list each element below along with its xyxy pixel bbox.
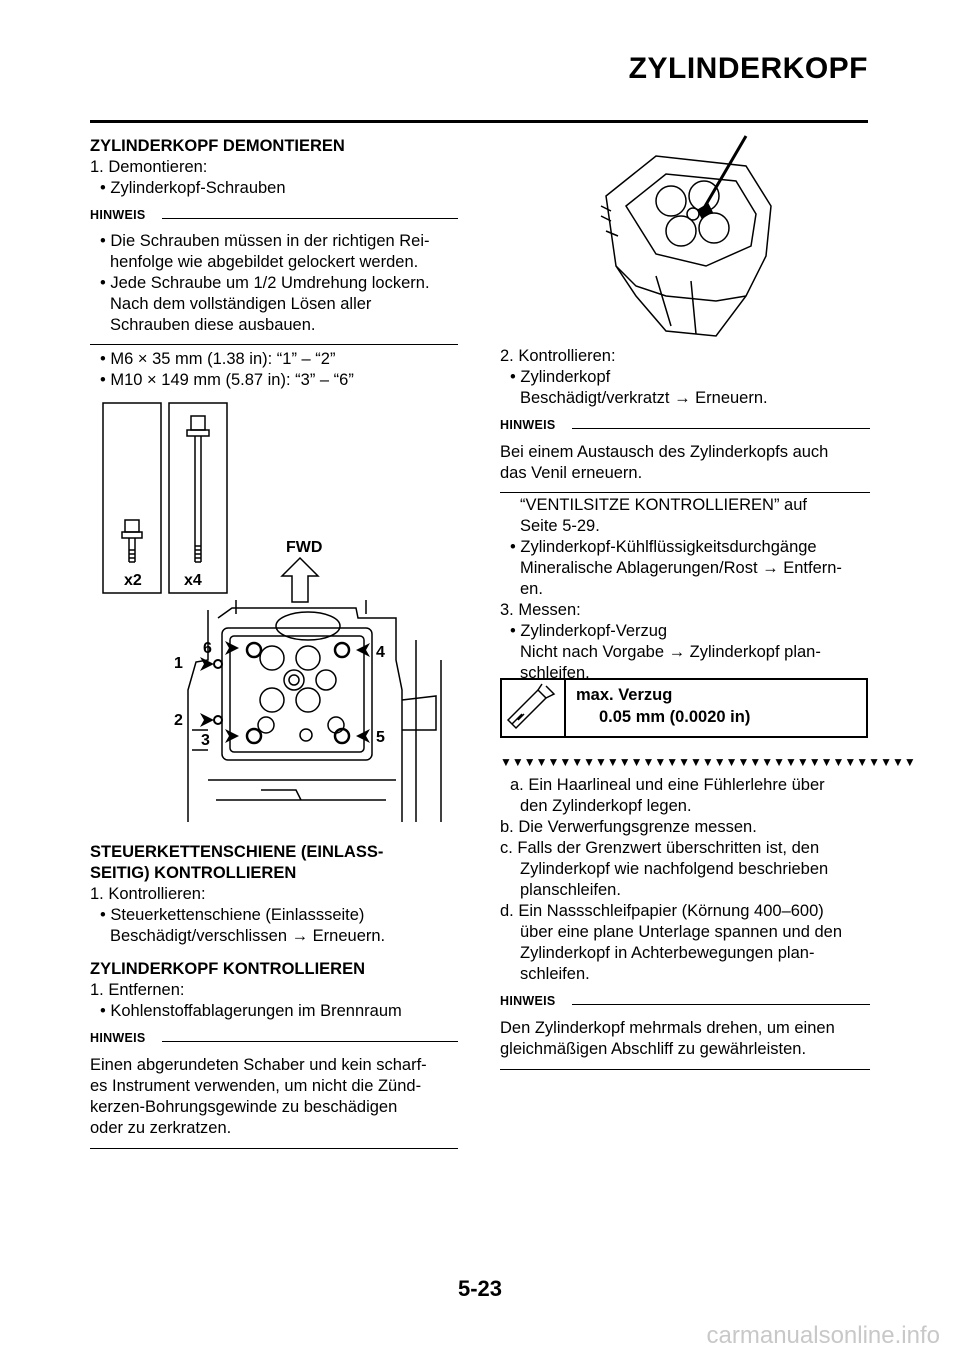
- reference-page: Seite 5-29.: [520, 517, 600, 535]
- bullet-kuehlfluessigkeit: • Zylinderkopf-Kühlflüssigkeitsdurchgänge: [510, 538, 817, 556]
- detail-verzug-2: schleifen.: [520, 664, 590, 682]
- hinweis-3-line: das Venil erneuern.: [500, 464, 643, 482]
- bolt-number-4: 4: [376, 644, 385, 661]
- section-title-demontieren: ZYLINDERKOPF DEMONTIEREN: [90, 137, 345, 155]
- reference-ventilsitze: “VENTILSITZE KONTROLLIEREN” auf: [520, 496, 807, 514]
- bullet-verzug: • Zylinderkopf-Verzug: [510, 622, 668, 640]
- bolt-number-3: 3: [201, 732, 210, 749]
- hinweis-2: HINWEIS: [90, 1027, 458, 1048]
- procedure-item-d-cont: über eine plane Unterlage spannen und den: [520, 923, 843, 941]
- hinweis-4-line: Den Zylinderkopf mehrmals drehen, um einen: [500, 1019, 835, 1037]
- procedure-item-d-cont: schleifen.: [520, 965, 590, 983]
- detail-kuehlfluessigkeit: Mineralische Ablagerungen/Rost → Entfern-: [520, 559, 842, 577]
- bolt-spec-m10: • M10 × 149 mm (5.87 in): “3” – “6”: [100, 371, 354, 389]
- hinweis-2-line: kerzen-Bohrungsgewinde zu beschädigen: [90, 1098, 398, 1116]
- left-column-top: [90, 136, 458, 391]
- section-title-kontrollieren: ZYLINDERKOPF KONTROLLIEREN: [90, 960, 365, 978]
- hinweis-1-line: • Jede Schraube um 1/2 Umdrehung lockern.: [100, 274, 430, 292]
- bolt-box-m10: [169, 403, 227, 593]
- hinweis-3-line: Bei einem Austausch des Zylinderkopfs auch: [500, 443, 829, 461]
- hinweis-3: HINWEIS: [500, 414, 870, 435]
- spec-value: 0.05 mm (0.0020 in): [599, 708, 751, 726]
- procedure-item-c: c. Falls der Grenzwert überschritten ist, den: [500, 839, 820, 857]
- procedure-item-b: b. Die Verwerfungsgrenze messen.: [500, 818, 757, 836]
- hinweis-4: HINWEIS: [500, 990, 870, 1011]
- bolt-number-2: 2: [174, 712, 183, 729]
- procedure-item-d: d. Ein Nassschleifpapier (Körnung 400–600): [500, 902, 824, 920]
- detail-zylinderkopf: Beschädigt/verkratzt → Erneuern.: [520, 389, 768, 407]
- detail-steuerkettenschiene: Beschädigt/verschlissen → Erneuern.: [110, 927, 386, 945]
- step-entfernen: 1. Entfernen:: [90, 981, 185, 999]
- header-rule: [90, 120, 868, 123]
- detail-verzug: Nicht nach Vorgabe → Zylinderkopf plan-: [520, 643, 821, 661]
- bullet-zylinderkopf-schrauben: • Zylinderkopf-Schrauben: [100, 179, 286, 197]
- right-column: [500, 346, 870, 684]
- cylinder-head-scraper-illustration: [596, 136, 786, 346]
- bolt-spec-m6: • M6 × 35 mm (1.38 in): “1” – “2”: [100, 350, 336, 368]
- bolt-box-m6: [103, 403, 161, 593]
- right-column-procedure: [500, 752, 916, 1070]
- step-kontrollieren-2: 2. Kontrollieren:: [500, 347, 616, 365]
- spec-label: max. Verzug: [576, 686, 673, 704]
- bolt-number-5: 5: [376, 729, 385, 746]
- hinweis-2-line: es Instrument verwenden, um nicht die Zünd-: [90, 1077, 422, 1095]
- detail-kuehlfluessigkeit-2: en.: [520, 580, 543, 598]
- watermark: carmanualsonline.info: [706, 1322, 940, 1349]
- procedure-item-a-cont: den Zylinderkopf legen.: [520, 797, 692, 815]
- hinweis-1-end-rule: [90, 344, 458, 345]
- step-kontrollieren: 1. Kontrollieren:: [90, 885, 206, 903]
- hinweis-1-line: • Die Schrauben müssen in der richtigen Rei-: [100, 232, 430, 250]
- bolt-number-6: 6: [203, 640, 212, 657]
- hinweis-1-line: Nach dem vollständigen Lösen aller: [110, 295, 372, 313]
- hinweis-4-line: gleichmäßigen Abschliff zu gewährleisten.: [500, 1040, 807, 1058]
- spec-box-verzug: [500, 678, 868, 738]
- bullet-zylinderkopf: • Zylinderkopf: [510, 368, 611, 386]
- left-column-bottom: [90, 842, 458, 1149]
- procedure-start-marker: ▼▼▼▼▼▼▼▼▼▼▼▼▼▼▼▼▼▼▼▼▼▼▼▼▼▼▼▼▼▼▼▼▼▼▼: [500, 755, 916, 769]
- qty-label-x4: x4: [184, 572, 202, 589]
- hinweis-2-end-rule: [90, 1148, 458, 1149]
- hinweis-2-line: Einen abgerundeten Schaber und kein scharf-: [90, 1056, 427, 1074]
- procedure-item-a: a. Ein Haarlineal und eine Fühlerlehre über: [510, 776, 825, 794]
- step-messen: 3. Messen:: [500, 601, 581, 619]
- hinweis-1-line: Schrauben diese ausbauen.: [110, 316, 316, 334]
- procedure-item-c-cont: Zylinderkopf wie nachfolgend beschrieben: [520, 860, 829, 878]
- hinweis-1: HINWEIS: [90, 204, 458, 225]
- page-title: ZYLINDERKOPF: [628, 52, 868, 85]
- measure-tool-icon: [502, 680, 566, 736]
- hinweis-1-line: henfolge wie abgebildet gelockert werden.: [110, 253, 419, 271]
- procedure-item-d-cont: Zylinderkopf in Achterbewegungen plan-: [520, 944, 815, 962]
- hinweis-2-line: oder zu zerkratzen.: [90, 1119, 232, 1137]
- section-title-steuerkettenschiene: STEUERKETTENSCHIENE (EINLASS-: [90, 843, 384, 861]
- hinweis-4-end-rule: [500, 1069, 870, 1070]
- fwd-label: FWD: [286, 539, 323, 556]
- hinweis-3-end-rule: [500, 492, 870, 493]
- procedure-item-c-cont: planschleifen.: [520, 881, 621, 899]
- cylinder-head-bolt-diagram: [96, 400, 458, 822]
- step-demontieren: 1. Demontieren:: [90, 158, 208, 176]
- bullet-kohlenstoff: • Kohlenstoffablagerungen im Brennraum: [100, 1002, 402, 1020]
- bolt-number-1: 1: [174, 655, 183, 672]
- page-number: 5-23: [457, 1276, 503, 1301]
- qty-label-x2: x2: [124, 572, 142, 589]
- section-title-steuerkettenschiene-2: SEITIG) KONTROLLIEREN: [90, 864, 297, 882]
- bullet-steuerkettenschiene: • Steuerkettenschiene (Einlassseite): [100, 906, 365, 924]
